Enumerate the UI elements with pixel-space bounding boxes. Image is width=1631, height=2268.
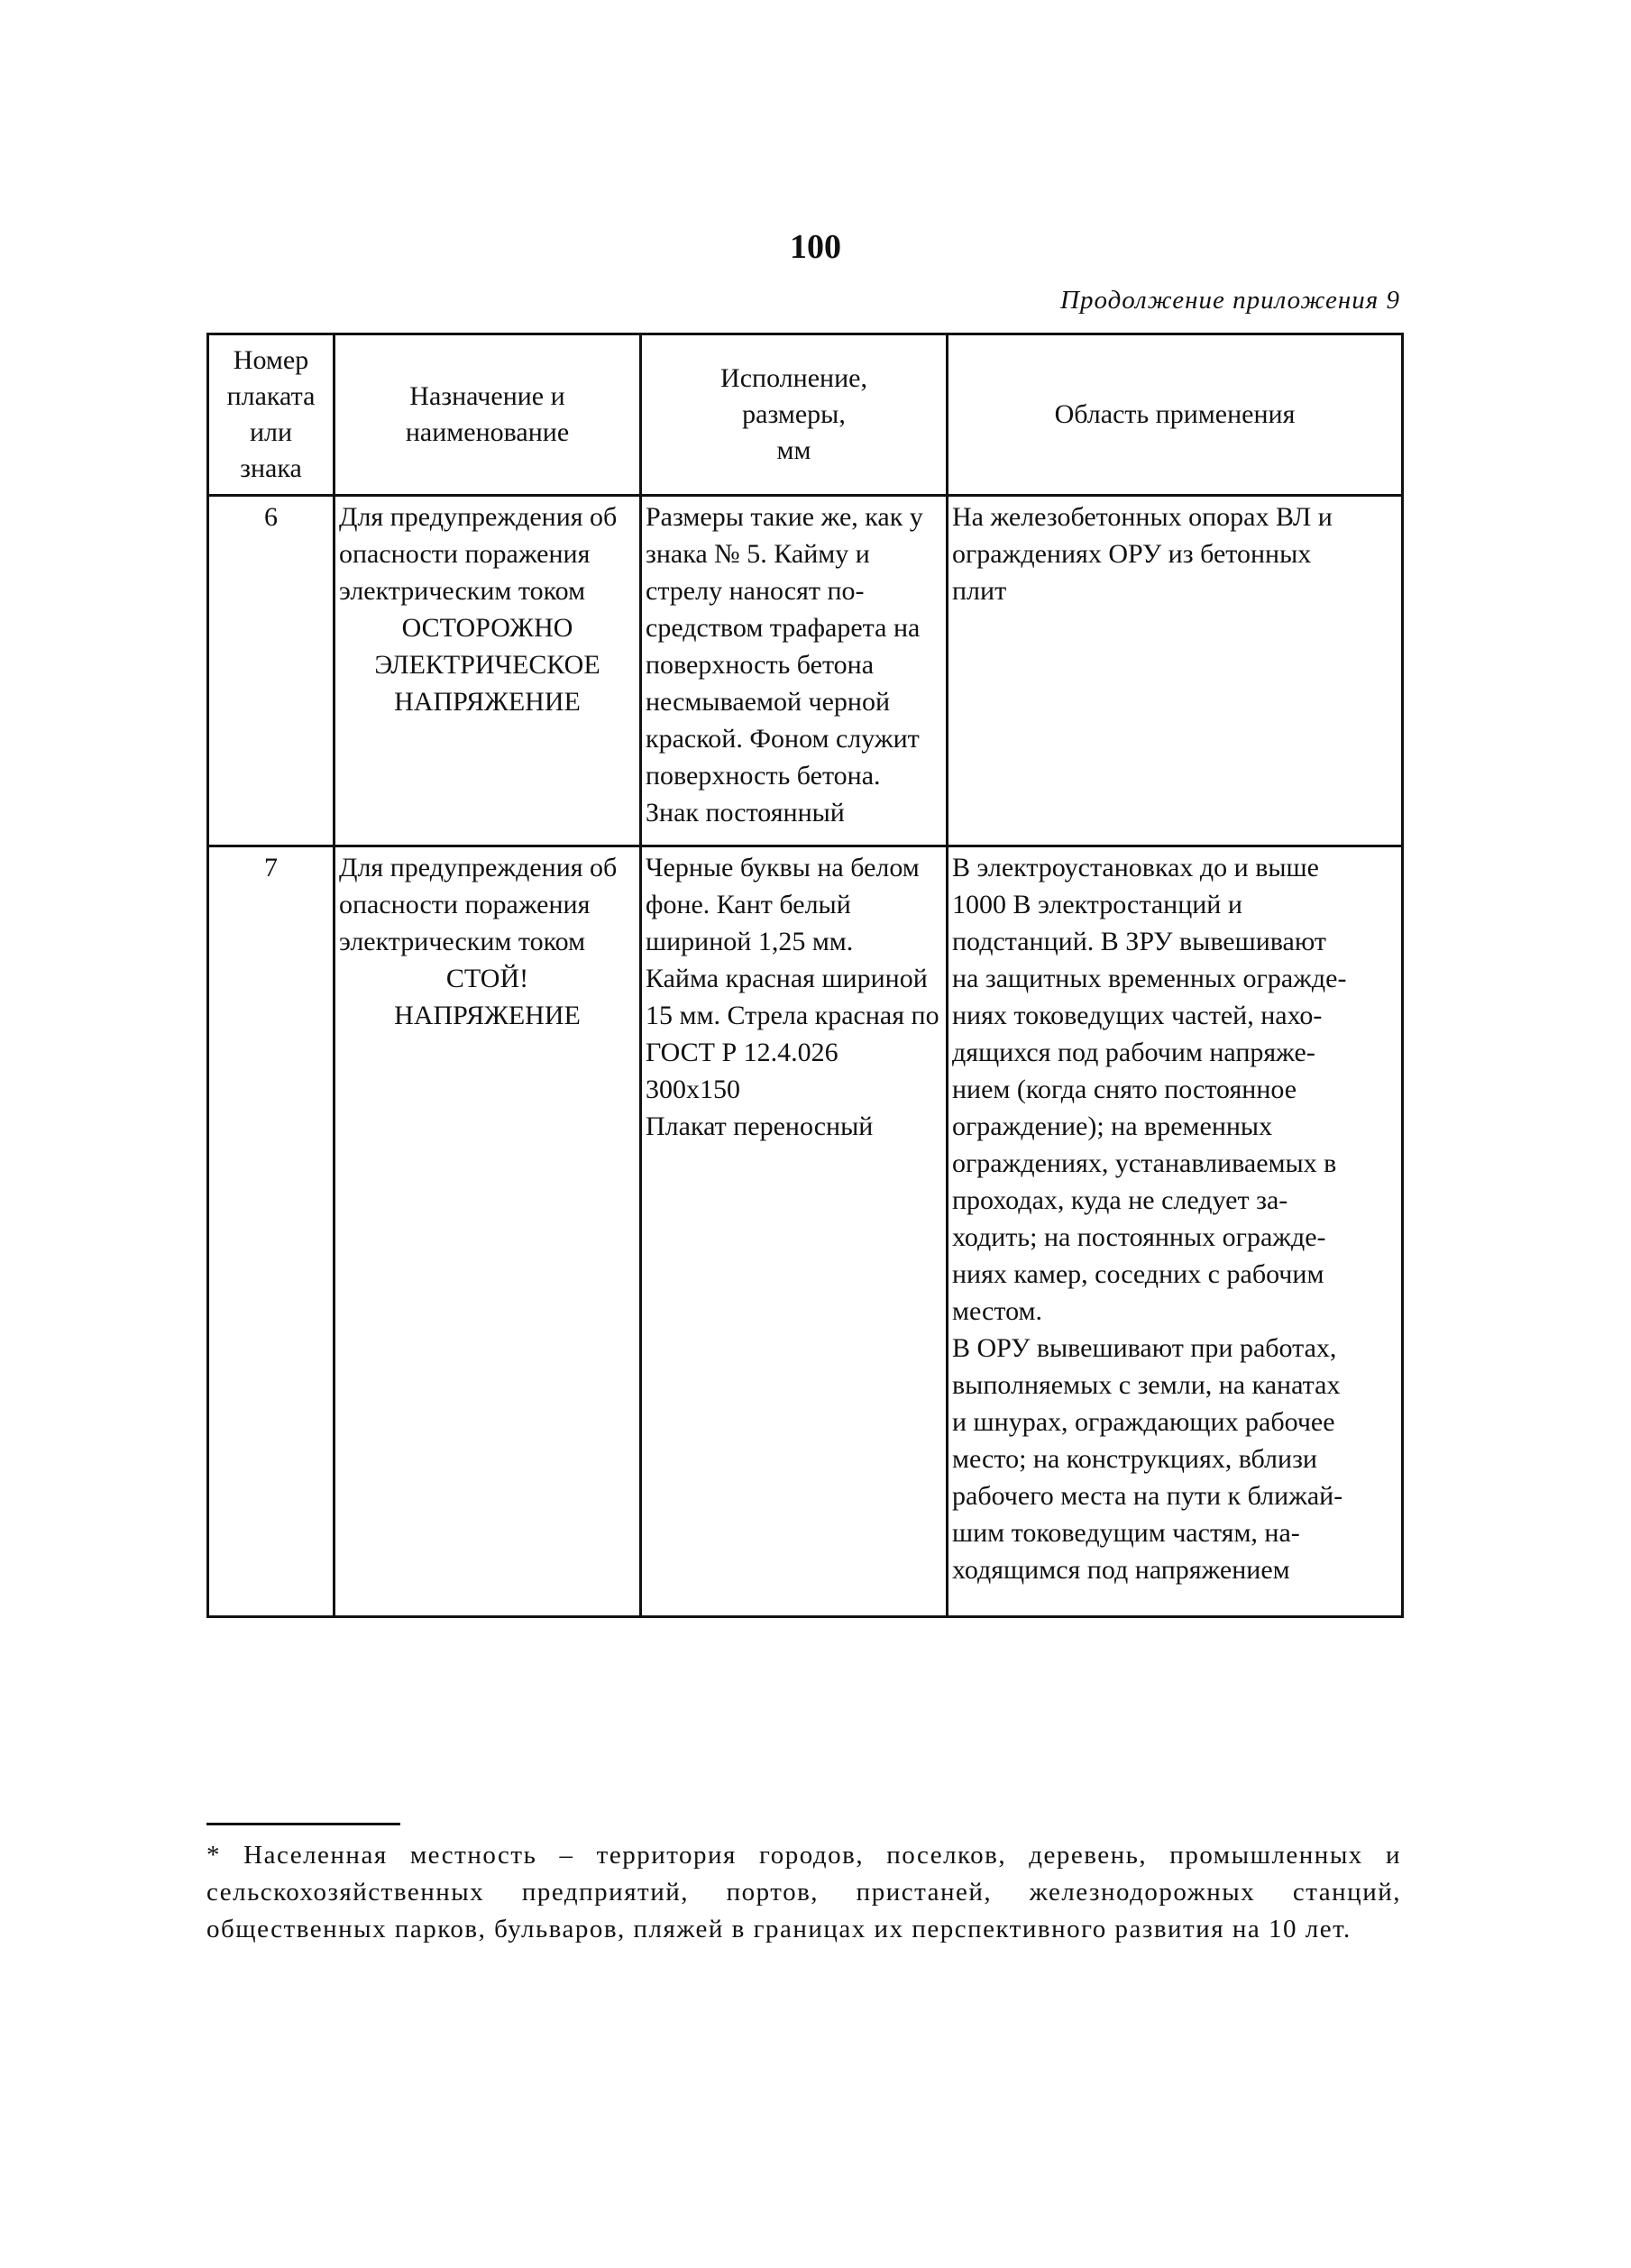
table-row — [208, 496, 1403, 846]
purpose-text: Для предупреждения об опасности поражения электрическим током — [339, 502, 618, 606]
row-number: 7 — [208, 846, 334, 1617]
application-text: В электроустановках до и выше 1000 В электростанций и подстанций. В ЗРУ вывешивают на защитных временных огражде- ниях токоведущих частей, нахо- дящихся под рабочим напряже- нием (когда снято постоянное ограждение); на временных ограждениях, устанавливаемых в проходах, куда не следует за- ходить; на постоянных огражде- ниях камер, соседних с рабочим местом. В ОРУ вывешивают при работах, выполняемых с земли, на канатах и шнурах, ограждающих рабочее место; на конструкциях, вблизи рабочего места на пути к ближай- шим токоведущим частям, на- ходящимся под напряжением — [952, 853, 1347, 1585]
header-execution — [641, 334, 948, 496]
row-execution — [641, 496, 948, 846]
appendix-table — [206, 333, 1404, 1618]
footnote: * Населенная местность – территория городов, поселков, деревень, промышленных и сельскохозяйственных предприятий, портов, пристаней, железнодорожных станций, общественных парков, бульваров, пляжей в границах их перспективного развития на 10 лет. — [206, 1841, 1401, 1943]
header-row — [208, 334, 1403, 496]
header-purpose — [334, 334, 641, 496]
execution-text: Черные буквы на белом фоне. Кант белый шириной 1,25 мм. Кайма красная шириной 15 мм. Стрела красная по ГОСТ Р 12.4.026 300x150 Плакат переносный — [646, 853, 939, 1141]
row-application — [948, 496, 1403, 846]
row-application — [948, 846, 1403, 1617]
row-purpose — [334, 496, 641, 846]
application-text: На железобетонных опорах ВЛ и ограждениях ОРУ из бетонных плит — [952, 502, 1333, 606]
table-row — [208, 846, 1403, 1617]
execution-text: Размеры такие же, как у знака № 5. Кайму и стрелу наносят по- средством трафарета на поверхность бетона несмываемой черной краской. Фоном служит поверхность бетона. Знак постоянный — [646, 502, 923, 828]
continuation-heading: Продолжение приложения 9 — [1060, 286, 1400, 315]
row-execution — [641, 846, 948, 1617]
header-purpose-text: Назначение и наименование — [405, 381, 570, 447]
header-application-text: Область применения — [1054, 399, 1296, 429]
header-number — [208, 334, 334, 496]
footnote-divider — [206, 1823, 400, 1825]
sign-title: СТОЙ! НАПРЯЖЕНИЕ — [394, 964, 581, 1030]
sign-title: ОСТОРОЖНО ЭЛЕКТРИЧЕСКОЕ НАПРЯЖЕНИЕ — [374, 613, 600, 717]
header-number-text: Номер плаката или знака — [226, 345, 316, 483]
header-execution-text: Исполнение, размеры, мм — [720, 363, 867, 465]
purpose-text: Для предупреждения об опасности поражения электрическим током — [339, 853, 618, 956]
table-header — [208, 334, 1403, 496]
row-number: 6 — [208, 496, 334, 846]
page-number: 100 — [790, 228, 841, 266]
header-application — [948, 334, 1403, 496]
row-purpose — [334, 846, 641, 1617]
